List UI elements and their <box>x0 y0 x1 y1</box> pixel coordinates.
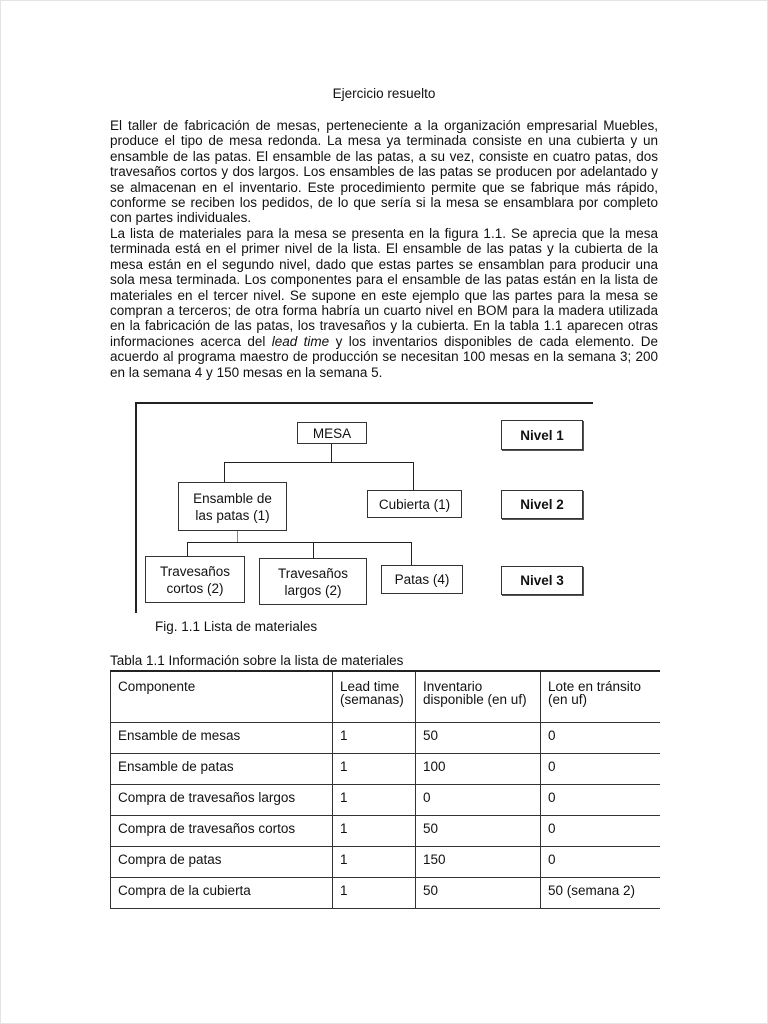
cell-lote: 0 <box>541 816 661 847</box>
cell-lead-time: 1 <box>333 878 416 909</box>
header-lead-time: Lead time (semanas) <box>333 671 416 723</box>
cell-lote: 0 <box>541 723 661 754</box>
figure-caption: Fig. 1.1 Lista de materiales <box>155 619 318 634</box>
cell-lead-time: 1 <box>333 847 416 878</box>
level-2-label: Nivel 2 <box>501 490 583 519</box>
paragraph-2-text-b: y los inventarios disponibles de cada elemento. De acuerdo al programa maestro de producción se necesitan 100 mesas en la semana 3; 200 en la semana 4 y 150 mesas en la semana 5. <box>110 333 659 380</box>
cell-lead-time: 1 <box>333 785 416 816</box>
header-componente: Componente <box>111 671 333 723</box>
node-mesa: MESA <box>297 422 367 444</box>
header-lote-transito: Lote en tránsito (en uf) <box>541 671 661 723</box>
cell-inventario: 50 <box>416 723 541 754</box>
cell-lead-time: 1 <box>333 816 416 847</box>
cell-componente: Compra de patas <box>111 847 333 878</box>
cell-lote: 50 (semana 2) <box>541 878 661 909</box>
node-cubierta: Cubierta (1) <box>367 490 462 518</box>
cell-inventario: 150 <box>416 847 541 878</box>
document-title: Ejercicio resuelto <box>332 86 436 101</box>
table-row <box>111 847 661 878</box>
cell-inventario: 0 <box>416 785 541 816</box>
cell-componente: Ensamble de patas <box>111 754 333 785</box>
node-patas: Patas (4) <box>381 565 463 594</box>
materials-table <box>110 670 660 909</box>
cell-lote: 0 <box>541 847 661 878</box>
table-row <box>111 754 661 785</box>
cell-componente: Compra de la cubierta <box>111 878 333 909</box>
node-ensamble-patas: Ensamble de las patas (1) <box>178 482 287 531</box>
cell-lote: 0 <box>541 754 661 785</box>
cell-lote: 0 <box>541 785 661 816</box>
cell-componente: Compra de travesaños cortos <box>111 816 333 847</box>
cell-inventario: 100 <box>416 754 541 785</box>
cell-componente: Ensamble de mesas <box>111 723 333 754</box>
header-inventario: Inventario disponible (en uf) <box>416 671 541 723</box>
node-travesanos-cortos: Travesaños cortos (2) <box>145 556 245 603</box>
table-row <box>111 785 661 816</box>
level-3-label: Nivel 3 <box>501 566 583 595</box>
cell-lead-time: 1 <box>333 754 416 785</box>
paragraph-2 <box>110 226 658 380</box>
table-header-row <box>111 671 661 723</box>
cell-componente: Compra de travesaños largos <box>111 785 333 816</box>
table-row <box>111 723 661 754</box>
table-row <box>111 878 661 909</box>
table-caption: Tabla 1.1 Información sobre la lista de materiales <box>110 653 404 668</box>
cell-inventario: 50 <box>416 816 541 847</box>
level-1-label: Nivel 1 <box>501 420 583 450</box>
paragraph-2-text-a: La lista de materiales para la mesa se presenta en la figura 1.1. Se aprecia que la mesa terminada está en el primer nivel de la lista. El ensamble de las patas y la cubierta de la mesa están en el segundo nivel, dado que estas partes se ensamblan para producir una sola mesa terminada. Los componentes para el ensamble de las patas están en la lista de materiales en el tercer nivel. Se supone en este ejemplo que las partes para la mesa se compran a terceros; de otra forma habría un cuarto nivel en BOM para la madera utilizada en la fabricación de las patas, los travesaños y la cubierta. En la tabla 1.1 aparecen otras informaciones acerca del <box>110 226 658 349</box>
cell-inventario: 50 <box>416 878 541 909</box>
node-travesanos-largos: Travesaños largos (2) <box>259 558 367 605</box>
paragraph-2-italic: lead time <box>271 333 330 349</box>
paragraph-1: El taller de fabricación de mesas, perteneciente a la organización empresarial Muebles, produce el tipo de mesa redonda. La mesa ya terminada consiste en una cubierta y un ensamble de las patas. El ensamble de las patas, a su vez, consiste en cuatro patas, dos travesaños cortos y dos largos. Los ensambles de las patas se producen por adelantado y se almacenan en el inventario. Este procedimiento permite que se fabrique más rápido, conforme se reciben los pedidos, de lo que sería si la mesa se ensamblara por completo con partes individuales. <box>110 118 658 226</box>
cell-lead-time: 1 <box>333 723 416 754</box>
table-row <box>111 816 661 847</box>
